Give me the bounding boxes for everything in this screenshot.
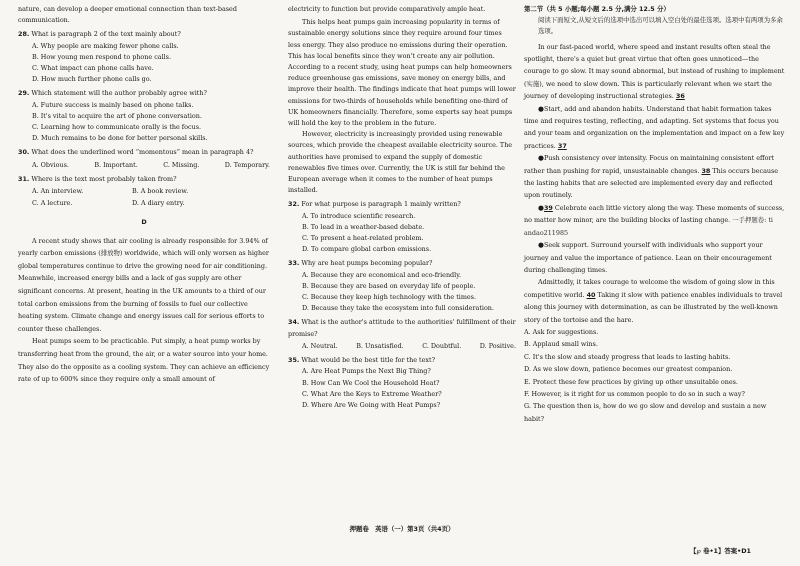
option[interactable]: B. A book review. [132,187,189,196]
passage-paragraph [524,41,786,103]
blank-36[interactable]: 36 [675,92,685,101]
paragraph-text: Push consistency over intensity. Focus on maintaining consistent effort rather than pushing for rapid, unsustainable changes. [524,154,775,175]
question-stem: Where is the text most probably taken from? [31,174,177,183]
question-32 [288,199,516,210]
question-stem: What would be the best title for the text? [301,356,436,365]
passage-continuation: electricity to function but provide comparatively ample heat. [288,5,486,13]
option-row [32,160,270,171]
paragraph-text: Taking it slow with patience enables individuals to travel along this journey with determination, as can be illustrated by the well-known story of the tortoise and the hare. [524,290,783,324]
option[interactable]: A. Ask for suggestions. [524,327,599,336]
bullet-icon: ● [538,203,544,212]
option[interactable]: C. Learning how to communicate orally is the focus. [32,123,202,132]
option[interactable]: B. How Can We Cool the Household Heat? [302,378,440,387]
question-stem: What is paragraph 2 of the text mainly about? [31,30,181,39]
option[interactable]: C. What impact can phone calls have. [32,64,154,73]
option[interactable]: D. Positive. [479,341,516,350]
option[interactable]: C. Because they keep high technology with the times. [302,293,476,302]
question-number: 32. [288,200,300,209]
option[interactable]: A. Future success is mainly based on phone talks. [32,100,194,109]
question-stem: For what purpose is paragraph 1 mainly written? [301,200,461,209]
option[interactable]: D. A diary entry. [132,199,185,208]
paragraph-text: Celebrate each little victory along the way. These moments of success, no matter how minor, are the building blocks of lasting change. [524,203,785,225]
question-number: 31. [18,174,30,183]
page-footer: 押题卷 英语（一）第3页（共4页） [349,525,455,533]
section-title: 第二节（共 5 小题;每小题 2.5 分,满分 12.5 分） [524,5,670,13]
option[interactable]: D. Temporary. [224,160,270,169]
option[interactable]: C. Doubtful. [422,341,462,350]
option[interactable]: B. How young men respond to phone calls. [32,52,171,61]
paragraph-text: In our fast-paced world, where speed and instant results often steal the spotlight, there's a quiet but great virtue that often goes unnoticed—the courage to go slow. It may sound abnormal, but instead of rushing to implement (实施), we need to slow down. This is particularly relevant when we start the journey of developing instructional strategies. [524,42,785,101]
option[interactable]: D. To compare global carbon emissions. [302,245,432,254]
option[interactable]: G. The question then is, how do we go slow and develop and sustain a new habit? [524,402,767,423]
passage-paragraph [524,239,786,276]
question-number: 34. [288,318,300,327]
option[interactable]: E. Protect these few practices by giving up other unsuitable ones. [524,377,738,386]
section-letter: D [141,218,147,227]
option[interactable]: B. It's vital to acquire the art of phone conversation. [32,111,202,120]
option[interactable]: A. To introduce scientific research. [302,211,416,220]
question-stem: What does the underlined word “momentous” mean in paragraph 4? [31,148,254,157]
option[interactable]: D. Because they take the ecosystem into full consideration. [302,304,494,313]
option[interactable]: B. Because they are based on everyday life of people. [302,281,476,290]
paragraph-text: This occurs because the lasting habits that are selected are implemented every day and reflected upon routinely. [524,166,779,200]
passage-paragraph: Heat pumps seem to be practicable. Put simply, a heat pump works by transferring heat from the ground, the air, or a water source into your home. They also do the opposite as a cooling system. They can achieve an efficiency rate of up to 600% since they require only a small amount of [18,337,270,384]
option[interactable]: C. To present a heat-related problem. [302,234,424,243]
option[interactable]: A. Neutral. [302,341,338,350]
passage-paragraph [524,152,786,202]
option[interactable]: A. Why people are making fewer phone calls. [32,41,179,50]
bullet-icon: ● [538,154,544,163]
option[interactable]: A. An interview. [32,187,84,196]
option[interactable]: B. To lead in a weather-based debate. [302,222,425,231]
question-29 [18,88,270,99]
option[interactable]: A. Obvious. [32,160,69,169]
option[interactable]: A. Are Heat Pumps the Next Big Thing? [302,367,431,376]
option[interactable]: D. As we slow down, patience becomes our greatest companion. [524,365,733,374]
column-left [18,4,270,386]
answer-footer: 【℘ 卷•1】答案•D1 [690,547,752,555]
question-35 [288,355,516,366]
question-number: 35. [288,356,300,365]
question-number: 29. [18,89,30,98]
option[interactable]: D. How much further phone calls go. [32,75,152,84]
option[interactable]: C. Missing. [163,160,200,169]
watermark: 一手押题卷: ti andao211985 [524,216,773,237]
paragraph-text: Admittedly, it takes courage to welcome the wisdom of going slow in this competitive world. [524,278,775,299]
paragraph-text: Seek support. Surround yourself with individuals who support your journey and value the importance of patience. Lean on their encouragement during challenging times. [524,241,772,274]
question-stem: What is the author's attitude to the authorities' fulfillment of their promise? [288,318,516,338]
passage-paragraph [524,103,786,153]
option[interactable]: A. Because they are economical and eco-friendly. [302,270,461,279]
option[interactable]: B. Unsatisfied. [356,341,404,350]
question-33 [288,258,516,269]
blank-40[interactable]: 40 [586,290,596,299]
question-number: 28. [18,30,30,39]
passage-paragraph: However, electricity is increasingly provided using renewable sources, which provide the cheapest available electricity source. The authorities have promised to expand the supply of domestic renewables five times over. Currently, the UK is still far behind the European average when it comes to the number of heat pumps installed. [288,130,513,195]
option[interactable]: D. Much remains to be done for better personal skills. [32,134,208,143]
column-middle [288,4,516,411]
passage-paragraph [524,276,786,326]
passage-paragraph [524,202,786,239]
option[interactable]: F. However, is it right for us common people to do so in such a way? [524,389,745,398]
section-instruction: 阅读下面短文,从短文后的选项中选出可以填入空白处的最佳选项。选项中有两项为多余选项。 [538,16,783,36]
option[interactable]: C. It's the slow and steady progress that leads to lasting habits. [524,352,731,361]
bullet-icon: ● [538,104,544,113]
option[interactable]: C. What Are the Keys to Extreme Weather? [302,389,442,398]
option[interactable]: C. A lecture. [32,199,73,208]
option[interactable]: B. Important. [94,160,138,169]
question-34 [288,317,516,339]
question-30 [18,147,270,158]
question-stem: Which statement will the author probably agree with? [31,89,207,98]
passage-paragraph: This helps heat pumps gain increasing popularity in terms of sustainable energy solutions since they require around four times less energy. They also produce no emissions during their operation. This has local benefits since they won't create any air pollution. According to a recent study, using heat pumps can help homeowners reduce greenhouse gas emissions, save money on energy bills, and improve their health. The findings indicate that heat pumps will lower emissions for two-thirds of households while benefiting one-third of UK homeowners financially. Therefore, some experts say heat pumps will hold the key to the problem in the future. [288,18,516,128]
column-right [524,4,786,425]
option[interactable]: B. Applaud small wins. [524,340,598,349]
question-28 [18,29,270,40]
question-number: 33. [288,259,300,268]
bullet-icon: ● [538,241,544,250]
paragraph-text: Start, add and abandon habits. Understand that habit formation takes time and requires testing, reflecting, and adapting. Set systems that focus you and your team and organization on the implementation and impact on a few key practices. [524,104,785,150]
option[interactable]: D. Where Are We Going with Heat Pumps? [302,400,441,409]
blank-39[interactable]: 39 [543,203,553,212]
option-row [32,198,270,209]
intro-line: nature, can develop a deeper emotional connection than text-based [18,5,237,13]
option-row [32,186,270,197]
question-31 [18,174,270,185]
question-number: 30. [18,148,30,157]
option-row [302,341,516,352]
passage-paragraph: A recent study shows that air cooling is already responsible for 3.94% of yearly carbon emissions (排放物) worldwide, which will only worsen as higher global temperatures continue to drive the growing need for air conditioning. Meanwhile, increased energy bills and a lack of gas supply are other significant concerns. At present, heating in the UK amounts to a third of our total carbon emissions from the burning of fossils to fuel our collective heating system. Climate change and energy issues call for serious efforts to counter these challenges. [18,236,269,333]
question-stem: Why are heat pumps becoming popular? [301,259,433,268]
blank-37[interactable]: 37 [557,141,567,150]
blank-38[interactable]: 38 [701,166,711,175]
intro-line: communication. [18,16,70,25]
